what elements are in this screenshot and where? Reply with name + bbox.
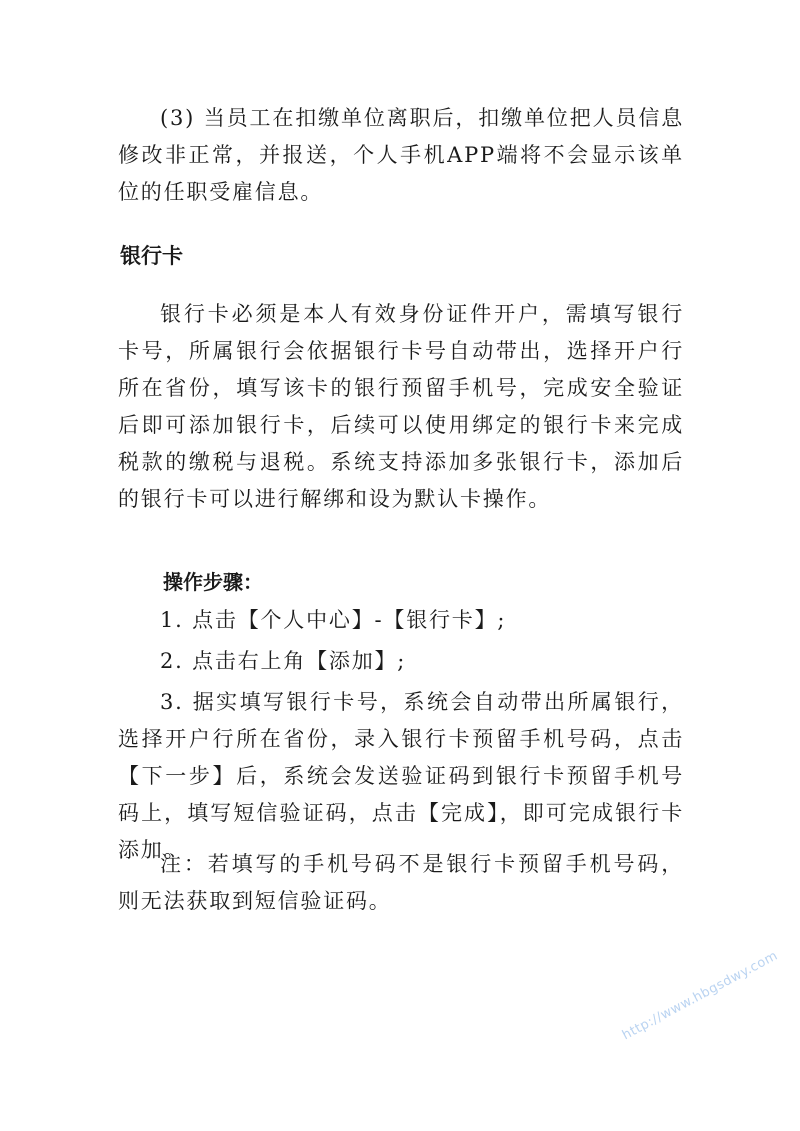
note-paragraph: 注：若填写的手机号码不是银行卡预留手机号码，则无法获取到短信验证码。 — [118, 852, 684, 913]
step-1: 1. 点击【个人中心】-【银行卡】; — [160, 608, 507, 632]
step-2: 2. 点击右上角【添加】; — [160, 649, 407, 673]
watermark: http://www.hbgsdwy.com — [620, 948, 781, 1044]
paragraph-bank-card-intro: 银行卡必须是本人有效身份证件开户，需填写银行卡号，所属银行会依据银行卡号自动带出，选择开户行所在省份，填写该卡的银行预留手机号，完成安全验证后即可添加银行卡，后续可以使用绑定的银行卡来完成税款的缴税与退税。系统支持添加多张银行卡，添加后的银行卡可以进行解绑和设为默认卡操作。 — [118, 302, 684, 511]
step-3: 3. 据实填写银行卡号，系统会自动带出所属银行，选择开户行所在省份，录入银行卡预留手机号码，点击【下一步】后，系统会发送验证码到银行卡预留手机号码上，填写短信验证码，点击【完成】，即可完成银行卡添加。 — [118, 690, 684, 862]
section-heading-bank-card: 银行卡 — [120, 244, 183, 268]
steps-title: 操作步骤： — [163, 570, 263, 594]
paragraph-item-3: (3) 当员工在扣缴单位离职后，扣缴单位把人员信息修改非正常，并报送，个人手机APP端将不会显示该单位的任职受雇信息。 — [118, 106, 684, 204]
